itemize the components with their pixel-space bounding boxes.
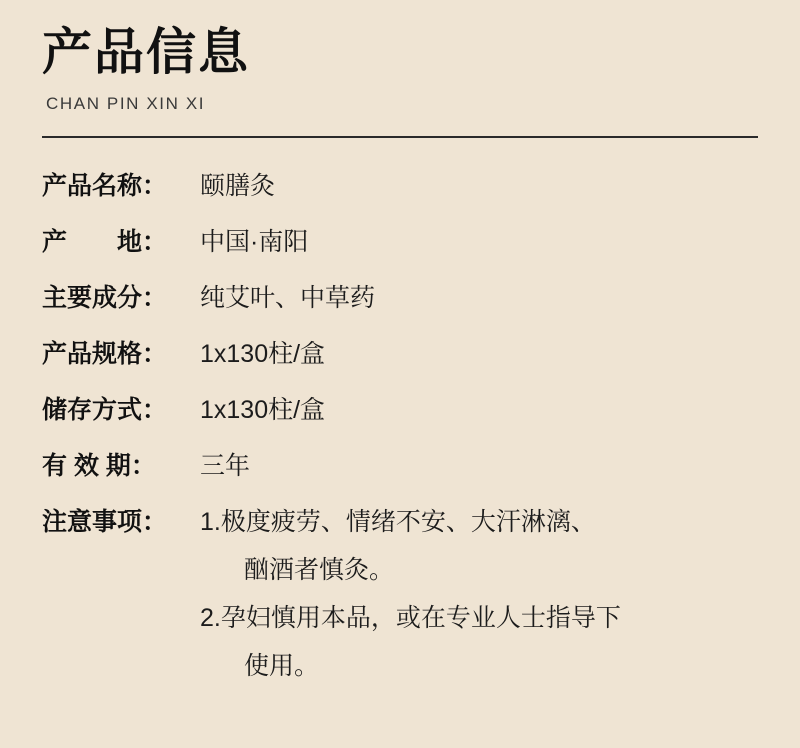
spec-value-storage: 1x130柱/盒: [200, 396, 326, 424]
spec-row: [42, 218, 758, 266]
spec-label-shelf-life: 有 效 期：: [42, 452, 156, 480]
notice-item-continuation: 酗酒者慎灸。: [244, 556, 395, 584]
page-header: [42, 0, 758, 114]
spec-value-specification: 1x130柱/盒: [200, 340, 326, 368]
spec-row: [42, 274, 758, 322]
spec-value-ingredients: 纯艾叶、中草药: [200, 284, 376, 312]
notice-item: [200, 498, 758, 546]
notice-item-continuation: 使用。: [244, 652, 320, 680]
notice-item: [200, 594, 758, 642]
spec-value-product-name: 颐膳灸: [200, 172, 276, 200]
spec-row-notice: [42, 498, 758, 690]
spec-row: [42, 442, 758, 490]
page-subtitle: CHAN PIN XIN XI: [46, 94, 206, 113]
spec-label-specification: 产品规格：: [42, 340, 168, 368]
spec-label-ingredients: 主要成分：: [42, 284, 168, 312]
spec-label-storage: 储存方式：: [42, 396, 168, 424]
spec-label-origin: 产 地：: [42, 228, 168, 256]
page-title: 产品信息: [42, 24, 250, 80]
notice-item-number: 1.: [200, 508, 221, 536]
spec-label-notice: 注意事项：: [42, 508, 168, 536]
header-divider: [42, 136, 758, 138]
spec-value-shelf-life: 三年: [200, 452, 251, 480]
notice-item-text: 孕妇慎用本品，或在专业人士指导下: [220, 604, 621, 632]
notice-item-number: 2.: [200, 604, 221, 632]
spec-row: [42, 386, 758, 434]
spec-value-origin: 中国·南阳: [200, 228, 309, 256]
spec-label-product-name: 产品名称：: [42, 172, 168, 200]
notice-list: [200, 498, 758, 690]
spec-row: [42, 162, 758, 210]
notice-item-text: 极度疲劳、情绪不安、大汗淋漓、: [220, 508, 596, 536]
specification-list: [42, 162, 758, 690]
spec-row: [42, 330, 758, 378]
